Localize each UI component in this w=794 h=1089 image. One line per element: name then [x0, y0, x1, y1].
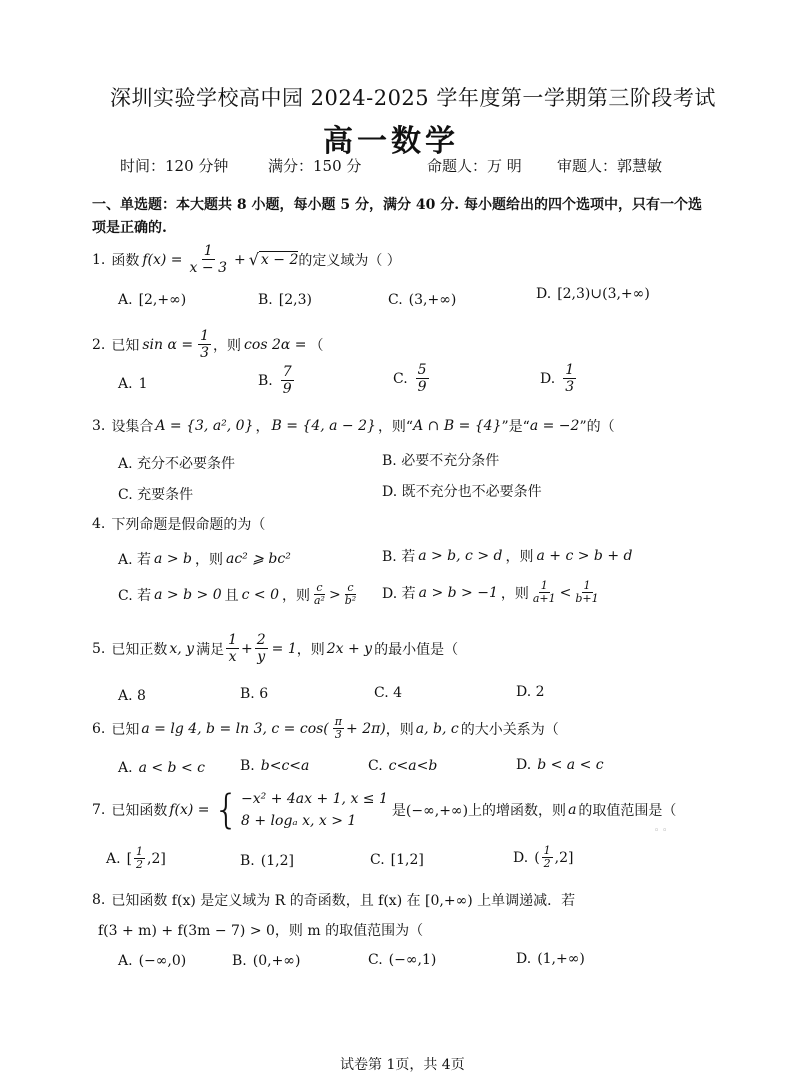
question-3: 3. 设集合 A = {3, a², 0} ， B = {4, a − 2} ，则“ A ∩ B = {4} ”是“ a = −2 ”的（ — [92, 418, 615, 435]
option-a[interactable]: A. 8 — [118, 688, 146, 704]
question-4: 4. 下列命题是假命题的为（ — [92, 516, 266, 533]
exam-author: 命题人：万 明 — [427, 157, 522, 175]
option-a[interactable]: A. [ $\frac{1}{2}$ ,2] — [106, 845, 166, 871]
exam-time: 时间：120 分钟 — [120, 157, 229, 175]
section-heading: 一、单选题：本大题共 8 小题，每小题 5 分，满分 40 分. 每小题给出的四个选项中，只有一个选项是正确的. — [92, 197, 702, 236]
question-text: 的定义域为（ ） — [298, 252, 401, 269]
option-d[interactable]: D. ( $\frac{1}{2}$ ,2] — [513, 844, 574, 870]
question-7: 7. 已知函数 f(x) = { −x² + 4ax + 1, x ≤ 1 8 + logₐ x, x > 1 是(−∞,+∞)上的增函数，则 a 的取值范围是（ — [92, 787, 677, 833]
fraction: $\frac{1}{x - 3}$ — [189, 243, 227, 276]
option-c[interactable]: C. [1,2] — [370, 852, 424, 868]
option-d[interactable]: D. (1,+∞) — [516, 951, 585, 967]
option-d[interactable]: D. 既不充分也不必要条件 — [382, 484, 542, 500]
option-b[interactable]: B. $\frac{7}{9}$ — [258, 364, 292, 397]
option-d[interactable]: D. 若 a > b > −1 ，则 $\frac{1}{a+1}$ < $\frac{1}{b+1}$ — [382, 579, 599, 605]
scan-artifact: ◦ ◦ — [654, 826, 668, 836]
option-a[interactable]: A. a < b < c — [118, 760, 205, 776]
option-d[interactable]: D. 2 — [516, 684, 545, 700]
math-expression: f(x) = — [142, 251, 183, 268]
page-footer: 试卷第 1页，共 4页 — [340, 1057, 465, 1073]
piecewise-cases: −x² + 4ax + 1, x ≤ 1 8 + logₐ x, x > 1 — [241, 791, 388, 829]
exam-score: 满分：150 分 — [268, 157, 362, 175]
option-c[interactable]: C. (3,+∞) — [388, 292, 457, 308]
question-6: 6. 已知 a = lg 4, b = ln 3, c = cos( $\frac{\pi}{3}$ + 2π) ，则 a, b, c 的大小关系为（ — [92, 715, 559, 741]
option-a[interactable]: A. 若 a > b ，则 ac² ⩾ bc² — [118, 551, 291, 568]
option-c[interactable]: C. c<a<b — [368, 758, 438, 774]
option-a[interactable]: A. [2,+∞) — [118, 292, 187, 308]
option-d[interactable]: D. [2,3)∪(3,+∞) — [536, 286, 650, 302]
option-b[interactable]: B. (0,+∞) — [232, 953, 301, 969]
option-b[interactable]: B. 若 a > b, c > d ，则 a + c > b + d — [382, 548, 633, 565]
option-b[interactable]: B. 6 — [240, 686, 269, 702]
option-d[interactable]: D. b < a < c — [516, 757, 604, 773]
option-c[interactable]: C. (−∞,1) — [368, 952, 437, 968]
question-5: 5. 已知正数 x, y 满足 $\frac{1}{x}$ + $\frac{2}{y}$ = 1 ，则 2x + y 的最小值是（ — [92, 632, 459, 665]
question-8: 8. 已知函数 f(x) 是定义域为 R 的奇函数，且 f(x) 在 [0,+∞) 上单调递减．若 — [92, 892, 576, 909]
question-1: 1. 函数 f(x) = $\frac{1}{x - 3}$ + √ x − 2 的定义域为（ ） — [92, 243, 401, 276]
option-b[interactable]: B. 必要不充分条件 — [382, 453, 500, 469]
question-text: 函数 — [111, 252, 140, 269]
option-c[interactable]: C. 充要条件 — [118, 487, 194, 503]
option-c[interactable]: C. 4 — [374, 685, 403, 701]
option-a[interactable]: A. 充分不必要条件 — [118, 456, 236, 472]
option-a[interactable]: A. 1 — [118, 376, 148, 392]
option-a[interactable]: A. (−∞,0) — [118, 953, 187, 969]
exam-reviewer: 审题人：郭慧敏 — [557, 157, 663, 175]
question-number: 1. — [92, 251, 106, 268]
subject-title: 高一数学 — [323, 124, 459, 159]
option-b[interactable]: B. [2,3) — [258, 292, 312, 308]
option-c[interactable]: C. $\frac{5}{9}$ — [393, 362, 427, 395]
option-d[interactable]: D. $\frac{1}{3}$ — [540, 362, 575, 395]
question-8-line-2: f(3 + m) + f(3m − 7) > 0，则 m 的取值范围为（ — [98, 923, 424, 939]
brace-symbol: { — [213, 787, 239, 833]
option-b[interactable]: B. b<c<a — [240, 758, 310, 774]
question-2: 2. 已知 sin α = $\frac{1}{3}$ ，则 cos 2α = （ — [92, 328, 324, 361]
option-c[interactable]: C. 若 a > b > 0 且 c < 0 ，则 $\frac{c}{\text{a²}}$ > $\frac{c}{\text{b²}}$ — [118, 581, 357, 607]
school-title: 深圳实验学校高中园 2024-2025 学年度第一学期第三阶段考试 — [110, 86, 716, 110]
option-b[interactable]: B. (1,2] — [240, 853, 294, 869]
